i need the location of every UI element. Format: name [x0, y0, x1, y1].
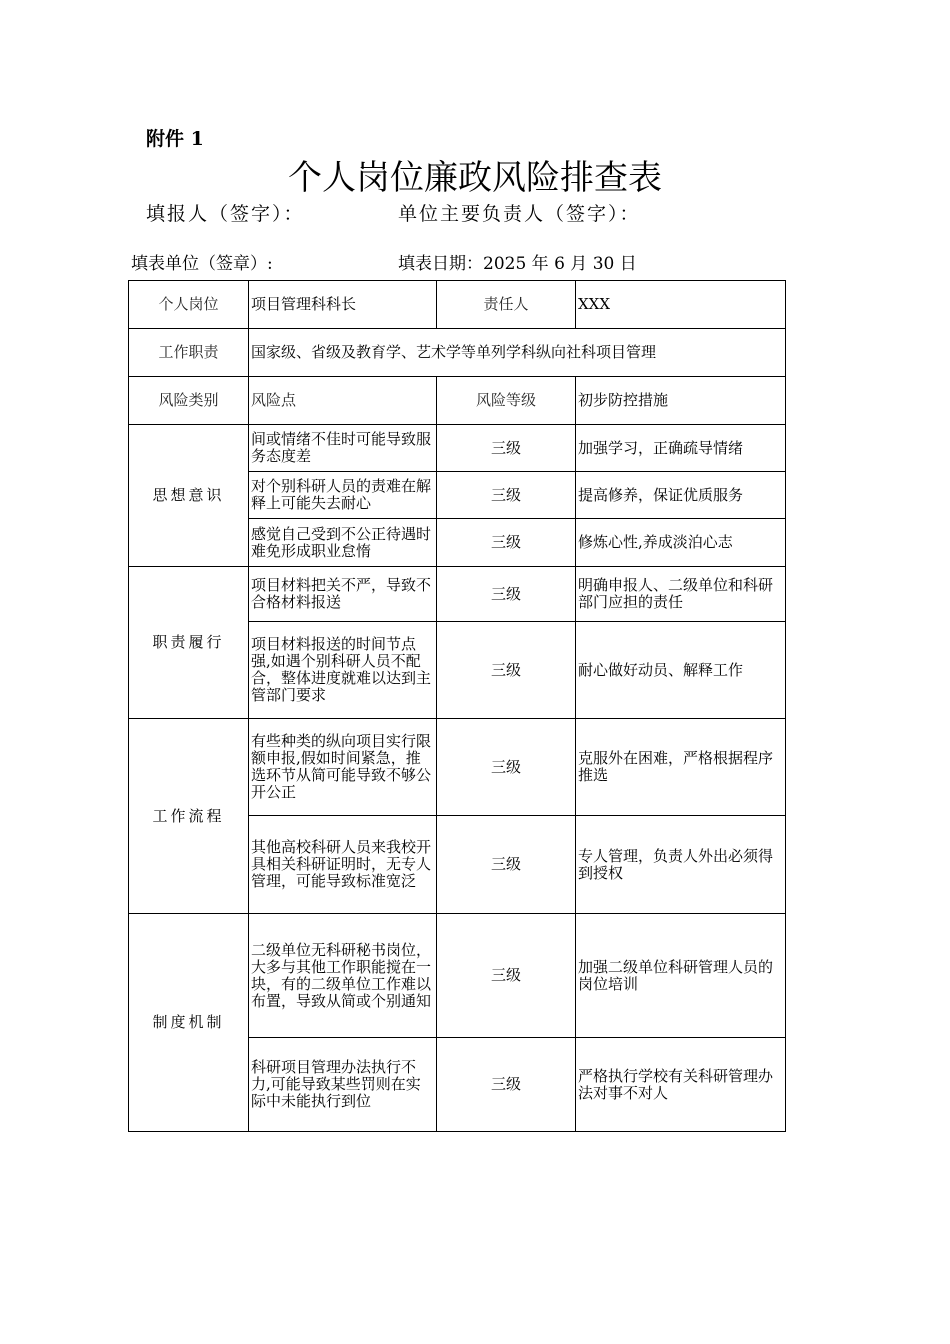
risk-measure: 加强二级单位科研管理人员的岗位培训 — [576, 914, 786, 1038]
risk-point: 科研项目管理办法执行不力,可能导致某些罚则在实际中未能执行到位 — [249, 1038, 437, 1132]
header-measure: 初步防控措施 — [576, 377, 786, 425]
risk-point: 感觉自己受到不公正待遇时难免形成职业怠惰 — [249, 519, 437, 567]
risk-table — [128, 280, 786, 1132]
header-category: 风险类别 — [129, 377, 249, 425]
risk-measure: 提高修养，保证优质服务 — [576, 472, 786, 519]
unit-seal-label: 填表单位（签章）: — [131, 254, 273, 274]
position-value: 项目管理科科长 — [249, 281, 437, 329]
person-value: XXX — [576, 281, 786, 329]
table-row — [129, 425, 786, 472]
risk-point: 其他高校科研人员来我校开具相关科研证明时，无专人管理，可能导致标准宽泛 — [249, 816, 437, 914]
risk-measure: 耐心做好动员、解释工作 — [576, 622, 786, 719]
risk-measure: 专人管理，负责人外出必须得到授权 — [576, 816, 786, 914]
fill-date: 填表日期：2025 年 6 月 30 日 — [398, 254, 637, 274]
position-label: 个人岗位 — [129, 281, 249, 329]
page-title: 个人岗位廉政风险排查表 — [288, 158, 662, 198]
table-row — [129, 914, 786, 1038]
category-cell: 工作流程 — [129, 719, 249, 914]
table-row — [129, 567, 786, 622]
filler-sign-label: 填报人（签字）： — [146, 203, 305, 225]
risk-level: 三级 — [437, 719, 576, 816]
risk-point: 对个别科研人员的责难在解释上可能失去耐心 — [249, 472, 437, 519]
risk-measure: 修炼心性,养成淡泊心志 — [576, 519, 786, 567]
risk-point: 有些种类的纵向项目实行限额申报,假如时间紧急，推选环节从简可能导致不够公开公正 — [249, 719, 437, 816]
risk-level: 三级 — [437, 567, 576, 622]
risk-level: 三级 — [437, 914, 576, 1038]
risk-measure: 严格执行学校有关科研管理办法对事不对人 — [576, 1038, 786, 1132]
risk-point: 项目材料报送的时间节点强,如遇个别科研人员不配合，整体进度就难以达到主管部门要求 — [249, 622, 437, 719]
risk-level: 三级 — [437, 472, 576, 519]
duty-row — [129, 329, 786, 377]
risk-level: 三级 — [437, 816, 576, 914]
leader-sign-label: 单位主要负责人（签字）： — [398, 203, 641, 225]
header-point: 风险点 — [249, 377, 437, 425]
category-cell: 思想意识 — [129, 425, 249, 567]
header-level: 风险等级 — [437, 377, 576, 425]
risk-measure: 加强学习，正确疏导情绪 — [576, 425, 786, 472]
category-cell: 制度机制 — [129, 914, 249, 1132]
duty-label: 工作职责 — [129, 329, 249, 377]
category-cell: 职责履行 — [129, 567, 249, 719]
risk-point: 间或情绪不佳时可能导致服务态度差 — [249, 425, 437, 472]
risk-level: 三级 — [437, 1038, 576, 1132]
risk-point: 项目材料把关不严，导致不合格材料报送 — [249, 567, 437, 622]
person-label: 责任人 — [437, 281, 576, 329]
risk-measure: 明确申报人、二级单位和科研部门应担的责任 — [576, 567, 786, 622]
risk-level: 三级 — [437, 425, 576, 472]
risk-level: 三级 — [437, 622, 576, 719]
risk-level: 三级 — [437, 519, 576, 567]
attachment-label: 附件 1 — [146, 128, 204, 150]
risk-point: 二级单位无科研秘书岗位，大多与其他工作职能搅在一块，有的二级单位工作难以布置，导致从简或个别通知 — [249, 914, 437, 1038]
table-row — [129, 719, 786, 816]
duty-value: 国家级、省级及教育学、艺术学等单列学科纵向社科项目管理 — [249, 329, 786, 377]
position-row — [129, 281, 786, 329]
header-row — [129, 377, 786, 425]
risk-measure: 克服外在困难，严格根据程序推选 — [576, 719, 786, 816]
